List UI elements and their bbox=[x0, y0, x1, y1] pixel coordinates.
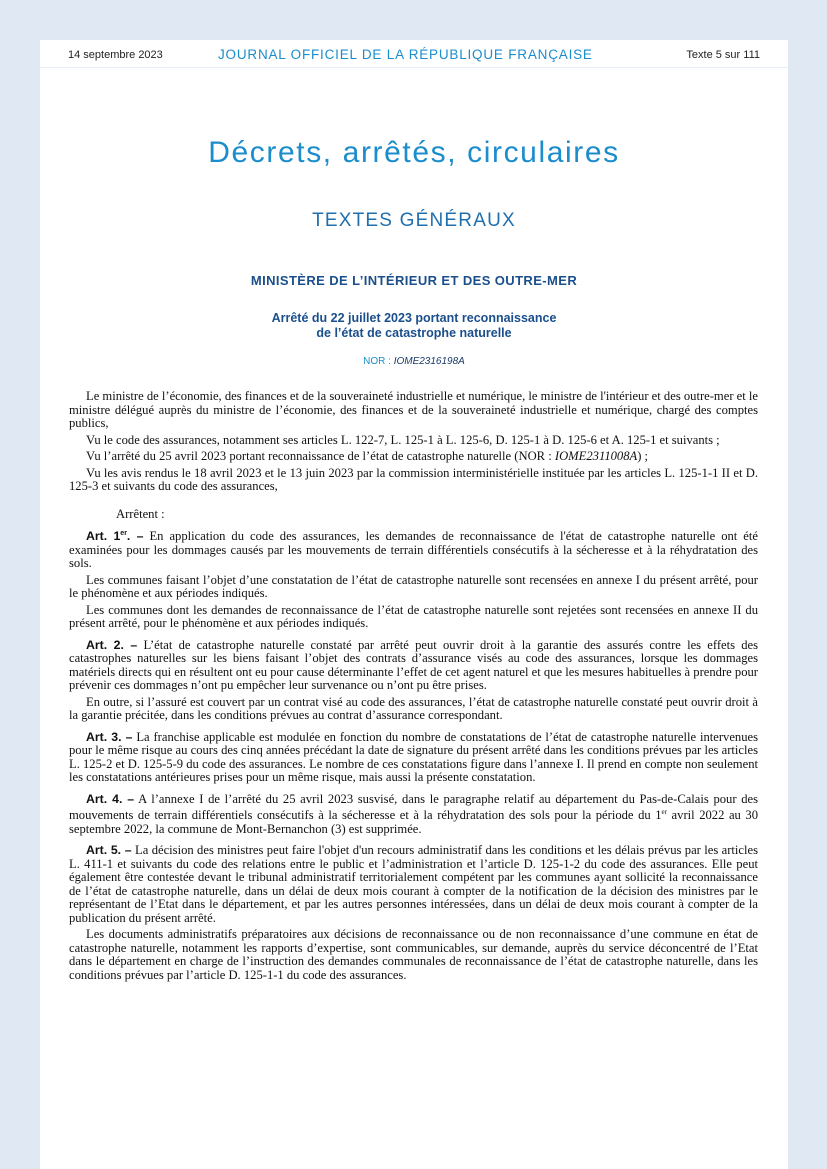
article-3-text: La franchise applicable est modulée en fonction du nombre de constatations de l’état de catastrophe naturelle intervenues pour le même risque au cours des cinq années précédant la date de signature du présent arrêté dans les conditions prévues par les articles L. 125-2 et D. 125-5-9 du code des assurances. Le nombre de ces constatations figure dans l’annexe I. Il prend en compte non seulement les constatations antérieures prises pour un même risque, mais aussi la présente constatation. bbox=[69, 729, 758, 785]
article-2-label: Art. 2. – bbox=[86, 637, 138, 652]
visa-paragraph: Vu le code des assurances, notamment ses articles L. 122-7, L. 125-1 à L. 125-6, D. 125-1 à D. 125-6 et A. 125-1 et suivants ; bbox=[86, 432, 720, 447]
header-divider bbox=[40, 67, 788, 68]
article-5-text: La décision des ministres peut faire l'objet d'un recours administratif dans les conditions et les délais prévus par les articles L. 411-1 et suivants du code des relations entre le public et l’administration et l’article D. 125-1-2 du code des assurances. Elle peut également être contestée devant le tribunal administratif territorialement compétent par les communes ayant sollicité la reconnaissance de l’état de catastrophe naturelle, dans un délai de deux mois courant à compter de la notification de la décision des ministres par le représentant de l’Etat dans le département, et par les autres personnes intéressées, dans un délai de deux mois courant à compter de la publication du présent arrêté. bbox=[69, 843, 759, 925]
article-4-text: A l’annexe I de l’arrêté du 25 avril 2023 susvisé, dans le paragraphe relatif au département du Pas-de-Calais pour des mouvements de terrain différentiels consécutifs à la sécheresse et à la réhydratation des sols pour la période du 1 bbox=[69, 791, 759, 823]
visa-text: Vu l’arrêté du 25 avril 2023 portant reconnaissance de l’état de catastrophe naturelle (NOR : bbox=[86, 449, 555, 463]
visa-text-end: ) ; bbox=[637, 449, 649, 463]
article-4-paragraph bbox=[69, 793, 758, 837]
article-1-paragraph bbox=[69, 527, 758, 571]
arrete-title-line-1: Arrêté du 22 juillet 2023 portant reconnaissance bbox=[271, 311, 557, 325]
article-2-text: L’état de catastrophe naturelle constaté par arrêté peut ouvrir droit à la garantie des assurés contre les effets des catastrophes naturelles sur les biens faisant l’objet des contrats d’assurance visés au code des assurances, lorsque les dommages matériels directs qui en résultent ont eu pour cause déterminante l’effet de cet agent naturel et que les mesures habituelles à prendre pour prévenir ces dommages n’ont pu empêcher leur survenance ou n’ont pu être prises. bbox=[69, 637, 759, 693]
section-subtitle: TEXTES GÉNÉRAUX bbox=[312, 210, 516, 231]
article-1-text: En application du code des assurances, les demandes de reconnaissance de l'état de catastrophe naturelle ont été examinées pour les dommages causés par les mouvements de terrain différentiels consécutifs à la sécheresse et à la réhydratation des sols. bbox=[69, 529, 758, 571]
document-page bbox=[40, 40, 788, 1169]
visa-nor: IOME2311008A bbox=[554, 449, 638, 463]
visa-paragraph: Vu les avis rendus le 18 avril 2023 et le 13 juin 2023 par la commission interministérielle instituée par les articles L. 125-1-1 II et D. 125-3 et suivants du code des assurances, bbox=[69, 465, 758, 493]
article-3-paragraph bbox=[69, 731, 758, 785]
article-2-paragraph-2: En outre, si l’assuré est couvert par un contrat visé au code des assurances, l’état de catastrophe naturelle constaté peut ouvrir droit à la garantie précitée, dans les conditions prévues au contrat d’assurance correspondant. bbox=[69, 694, 758, 723]
nor-reference bbox=[40, 356, 788, 367]
article-4-label: Art. 4. – bbox=[86, 791, 135, 806]
page-header bbox=[68, 47, 760, 65]
nor-label: NOR : bbox=[363, 356, 394, 367]
arrete-title bbox=[40, 311, 788, 341]
article-5-paragraph-2: Les documents administratifs préparatoires aux décisions de reconnaissance ou de non reconnaissance d’une commune en état de catastrophe naturelle, notamment les rapports d’expertise, sont communicables, sur demande, auprès du service déconcentré de l’Etat dans le département en charge de l’instruction des demandes communales de reconnaissance de l’état de catastrophe naturelle, dans les conditions prévues par l’article D. 125-1-1 du code des assurances. bbox=[69, 927, 758, 982]
article-4-text-end: avril 2022 au 30 septembre 2022, la commune de Mont-Bernanchon (3) est supprimée. bbox=[69, 808, 759, 836]
journal-name: JOURNAL OFFICIEL DE LA RÉPUBLIQUE FRANÇAISE bbox=[218, 47, 593, 62]
article-2-paragraph bbox=[69, 639, 758, 693]
preamble-paragraph: Le ministre de l’économie, des finances et de la souveraineté industrielle et numérique, le ministre de l'intérieur et des outre-mer et le ministre délégué auprès du ministre de l’économie, des finances et de la souveraineté industrielle et numérique, chargé des comptes publics, bbox=[69, 389, 758, 430]
article-4-sup: er bbox=[661, 808, 667, 817]
article-1-label: Art. 1er. – bbox=[86, 529, 144, 544]
arrete-title-line-2: de l’état de catastrophe naturelle bbox=[316, 326, 512, 340]
visa-paragraph bbox=[69, 450, 758, 464]
article-1-paragraph-3: Les communes dont les demandes de reconnaissance de l’état de catastrophe naturelle sont rejetées sont recensées en annexe II du présent arrêté, pour le phénomène et aux périodes indiqués. bbox=[69, 602, 758, 631]
arretent-heading: Arrêtent : bbox=[116, 506, 165, 521]
article-3-label: Art. 3. – bbox=[86, 729, 133, 744]
section-title: Décrets, arrêtés, circulaires bbox=[208, 136, 620, 169]
article-5-label: Art. 5. – bbox=[86, 843, 132, 858]
article-1-paragraph-2: Les communes faisant l’objet d’une constatation de l’état de catastrophe naturelle sont recensées en annexe I du présent arrêté, pour le phénomène et aux périodes indiqués. bbox=[69, 572, 758, 601]
ministry-heading: MINISTÈRE DE L’INTÉRIEUR ET DES OUTRE-MER bbox=[250, 273, 578, 288]
nor-value: IOME2316198A bbox=[393, 356, 465, 367]
text-number: Texte 5 sur 111 bbox=[686, 49, 760, 61]
article-5-paragraph bbox=[69, 844, 758, 925]
document-body bbox=[69, 390, 758, 985]
publication-date: 14 septembre 2023 bbox=[68, 49, 163, 61]
